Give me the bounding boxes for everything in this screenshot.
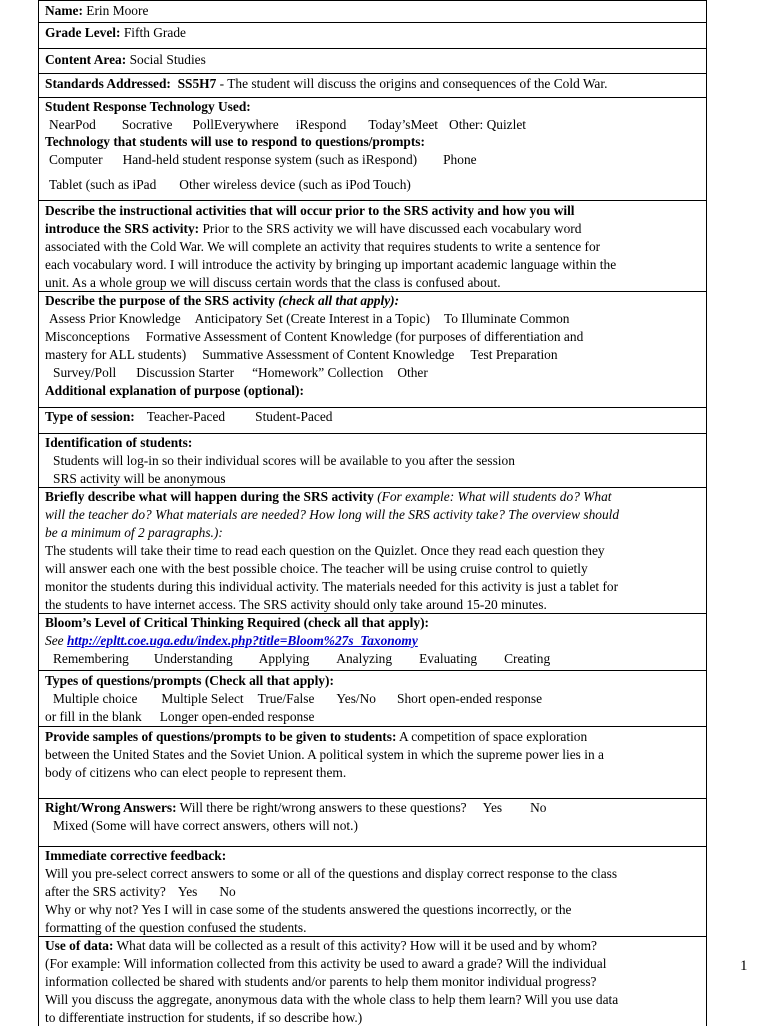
option-other-quizlet[interactable]: Other: Quizlet (449, 117, 527, 132)
option-creating[interactable]: Creating (504, 651, 551, 666)
option-no[interactable]: No (530, 800, 547, 815)
feedback-text: Why or why not? Yes I will in case some of the students answered the questions incorrectly, or the (45, 902, 572, 917)
additional-purpose-label: Additional explanation of purpose (optional): (45, 383, 304, 398)
during-prompt: (For example: What will students do? What (377, 489, 612, 504)
student-technology-options-row1 (49, 151, 477, 169)
option-homework-collection[interactable]: “Homework” Collection (252, 365, 384, 380)
during-prompt: be a minimum of 2 paragraphs.): (45, 525, 223, 540)
grade-value: Fifth Grade (123, 25, 186, 40)
session-row (39, 407, 706, 433)
option-mixed[interactable]: Mixed (Some will have correct answers, others will not.) (53, 818, 358, 833)
content-area-label: Content Area: (45, 52, 127, 67)
option-assess-prior-knowledge[interactable]: Assess Prior Knowledge (49, 311, 181, 326)
right-wrong-row (39, 798, 706, 846)
option-mastery: mastery for ALL students) (45, 347, 187, 362)
option-teacher-paced[interactable]: Teacher-Paced (146, 409, 226, 424)
purpose-options-row3 (45, 346, 558, 364)
use-of-data-label: Use of data: (45, 938, 114, 953)
option-log-in[interactable]: Students will log-in so their individual scores will be available to you after the session (53, 453, 515, 468)
option-formative-assessment[interactable]: Formative Assessment of Content Knowledge (for purposes of differentiation and (145, 329, 584, 344)
standards-label: Standards Addressed: (45, 76, 171, 91)
option-fill-in-blank: or fill in the blank (45, 709, 142, 724)
option-multiple-select[interactable]: Multiple Select (161, 691, 244, 706)
srs-technology-row (39, 97, 706, 133)
use-of-data-text: Will you discuss the aggregate, anonymous data with the whole class to help them learn? Will you use data (45, 992, 619, 1007)
samples-text: body of citizens who can elect people to represent them. (45, 765, 347, 780)
name-value: Erin Moore (86, 3, 149, 18)
option-todaysmeet[interactable]: Today’sMeet (368, 117, 439, 132)
option-computer[interactable]: Computer (49, 152, 103, 167)
use-of-data-text: What data will be collected as a result of this activity? How will it be used and by whom? (113, 938, 597, 953)
samples-text: A competition of space exploration (396, 729, 588, 744)
option-yes-no[interactable]: Yes/No (336, 691, 376, 706)
instructional-label-line2: introduce the SRS activity: (45, 221, 200, 236)
option-handheld[interactable]: Hand-held student response system (such as iRespond) (122, 152, 418, 167)
option-tablet[interactable]: Tablet (such as iPad (49, 177, 157, 192)
blooms-see: See (45, 633, 64, 648)
option-nearpod[interactable]: NearPod (49, 117, 96, 132)
during-label: Briefly describe what will happen during the SRS activity (45, 489, 374, 504)
question-types-options-row2 (45, 708, 314, 726)
purpose-label: Describe the purpose of the SRS activity (45, 293, 275, 308)
use-of-data-text: information collected be shared with students and/or parents to help them monitor individual progress? (45, 974, 597, 989)
option-survey-poll[interactable]: Survey/Poll (53, 365, 117, 380)
samples-label: Provide samples of questions/prompts to be given to students: (45, 729, 397, 744)
option-summative-assessment[interactable]: Summative Assessment of Content Knowledge (202, 347, 455, 362)
during-activity-row (39, 487, 706, 613)
right-wrong-question: Will there be right/wrong answers to these questions? (176, 800, 467, 815)
purpose-options-row2 (45, 328, 583, 346)
purpose-row (39, 291, 706, 407)
content-area-value: Social Studies (129, 52, 206, 67)
srs-technology-options (49, 116, 526, 134)
option-true-false[interactable]: True/False (257, 691, 315, 706)
option-student-paced[interactable]: Student-Paced (255, 409, 333, 424)
feedback-row (39, 846, 706, 936)
name-label: Name: (45, 3, 83, 18)
option-analyzing[interactable]: Analyzing (336, 651, 393, 666)
right-wrong-label: Right/Wrong Answers: (45, 800, 177, 815)
identification-label: Identification of students: (45, 435, 193, 450)
option-short-open-ended[interactable]: Short open-ended response (397, 691, 543, 706)
option-anticipatory-set[interactable]: Anticipatory Set (Create Interest in a Topic) (194, 311, 430, 326)
blooms-row (39, 613, 706, 670)
during-text: will answer each one with the best possible choice. The teacher will be using cruise control to quietly (45, 561, 588, 576)
standards-text: - The student will discuss the origins and consequences of the Cold War. (216, 76, 608, 91)
instructional-label-line1: Describe the instructional activities that will occur prior to the SRS activity and how you will (45, 203, 575, 218)
purpose-note: (check all that apply): (278, 293, 400, 308)
option-applying[interactable]: Applying (258, 651, 310, 666)
use-of-data-row (39, 936, 706, 1026)
during-text: monitor the students during this individual activity. The materials needed for this activity is just a tablet for (45, 579, 619, 594)
grade-row (39, 22, 706, 48)
purpose-options-row4 (53, 364, 428, 382)
blooms-taxonomy-link[interactable]: http://epltt.coe.uga.edu/index.php?title=Bloom%27s_Taxonomy (66, 633, 418, 648)
during-text: the students to have internet access. The SRS activity should only take around 15-20 minutes. (45, 597, 547, 612)
option-phone[interactable]: Phone (443, 152, 477, 167)
srs-technology-label: Student Response Technology Used: (45, 99, 251, 114)
option-multiple-choice[interactable]: Multiple choice (53, 691, 138, 706)
feedback-label: Immediate corrective feedback: (45, 848, 227, 863)
feedback-text: Will you pre-select correct answers to some or all of the questions and display correct response to the class (45, 866, 618, 881)
use-of-data-text: to differentiate instruction for students, if so describe how.) (45, 1010, 363, 1025)
grade-label: Grade Level: (45, 25, 121, 40)
option-other-wireless[interactable]: Other wireless device (such as iPod Touch) (179, 177, 411, 192)
standards-code: SS5H7 (177, 76, 217, 91)
option-test-preparation[interactable]: Test Preparation (470, 347, 558, 362)
samples-text: between the United States and the Soviet Union. A political system in which the supreme power lies in a (45, 747, 604, 762)
option-feedback-yes[interactable]: Yes (177, 884, 198, 899)
option-other[interactable]: Other (397, 365, 428, 380)
question-types-label: Types of questions/prompts (Check all that apply): (45, 673, 334, 688)
option-evaluating[interactable]: Evaluating (419, 651, 478, 666)
instructional-text-line2: Prior to the SRS activity we will have discussed each vocabulary word (199, 221, 582, 236)
content-area-row (39, 48, 706, 73)
during-prompt: will the teacher do? What materials are needed? How long will the SRS activity take? The overview should (45, 507, 620, 522)
instructional-text: each vocabulary word. I will introduce the activity by bringing up important academic language within the (45, 257, 617, 272)
option-discussion-starter[interactable]: Discussion Starter (136, 365, 235, 380)
option-yes[interactable]: Yes (482, 800, 503, 815)
name-row (39, 0, 706, 22)
option-understanding[interactable]: Understanding (153, 651, 233, 666)
standards-row (39, 73, 706, 97)
page-number: 1 (740, 958, 748, 974)
feedback-text: formatting of the question confused the students. (45, 920, 307, 935)
use-of-data-text: (For example: Will information collected from this activity be used to award a grade? Will the individual (45, 956, 607, 971)
option-anonymous[interactable]: SRS activity will be anonymous (53, 471, 226, 486)
option-longer-open-ended[interactable]: Longer open-ended response (159, 709, 315, 724)
option-socrative[interactable]: Socrative (121, 117, 173, 132)
blooms-label: Bloom’s Level of Critical Thinking Required (check all that apply): (45, 615, 429, 630)
option-illuminate-common[interactable]: To Illuminate Common (443, 311, 570, 326)
option-remembering[interactable]: Remembering (53, 651, 129, 666)
question-types-row (39, 670, 706, 726)
session-label: Type of session: (45, 409, 135, 424)
option-feedback-no[interactable]: No (219, 884, 236, 899)
student-technology-row (39, 133, 706, 200)
during-text: The students will take their time to read each question on the Quizlet. Once they read each question they (45, 543, 605, 558)
blooms-options (53, 650, 550, 668)
student-technology-options-row2 (49, 176, 411, 194)
samples-row (39, 726, 706, 798)
student-technology-label: Technology that students will use to respond to questions/prompts: (45, 134, 425, 149)
instructional-activities-row (39, 200, 706, 291)
identification-row (39, 433, 706, 487)
option-misconceptions: Misconceptions (45, 329, 130, 344)
lesson-plan-table (38, 0, 707, 1026)
option-irespond[interactable]: iRespond (295, 117, 347, 132)
purpose-options-row1 (49, 310, 570, 328)
instructional-text: unit. As a whole group we will discuss certain words that the class is confused about. (45, 275, 501, 290)
option-polleverywhere[interactable]: PollEverywhere (192, 117, 279, 132)
instructional-text: associated with the Cold War. We will complete an activity that requires students to write a sentence for (45, 239, 601, 254)
feedback-text: after the SRS activity? (45, 884, 166, 899)
question-types-options-row1 (53, 690, 542, 708)
